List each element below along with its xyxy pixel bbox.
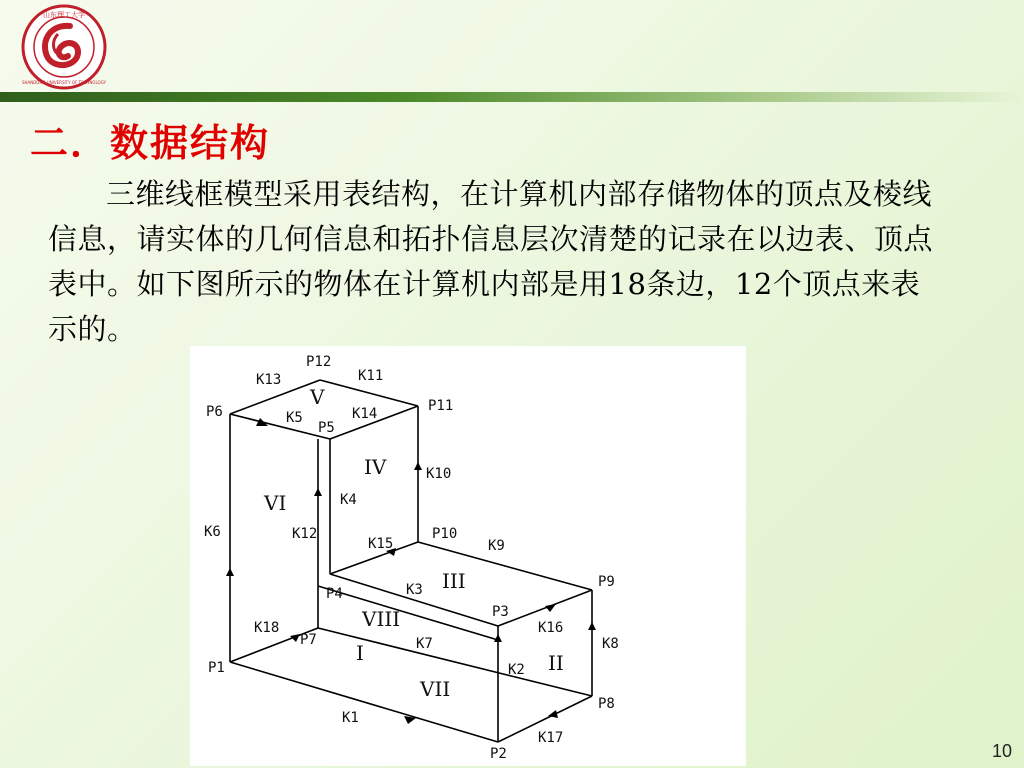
vertex-p7: P7 bbox=[300, 632, 317, 648]
slide-title: 二．数据结构 bbox=[30, 121, 271, 165]
edge-label-k16: K16 bbox=[538, 620, 564, 636]
arrow-k6 bbox=[226, 568, 234, 576]
edge-k5 bbox=[230, 414, 330, 439]
face-label-v: V bbox=[310, 385, 325, 409]
edge-label-k8: K8 bbox=[602, 636, 619, 652]
vertex-p5: P5 bbox=[318, 420, 335, 436]
vertex-p4: P4 bbox=[326, 586, 343, 602]
edge-label-k11: K11 bbox=[358, 368, 384, 384]
arrow-k2 bbox=[494, 634, 502, 642]
edge-label-k7: K7 bbox=[416, 636, 433, 652]
wireframe-figure bbox=[190, 346, 746, 766]
edge-label-k15: K15 bbox=[368, 536, 394, 552]
edge-label-k6: K6 bbox=[204, 524, 221, 540]
face-label-iv: IV bbox=[364, 455, 387, 479]
face-label-iii: III bbox=[442, 569, 466, 593]
seal-text: 山东理工大学 bbox=[43, 11, 85, 19]
arrow-k5 bbox=[256, 418, 268, 426]
face-label-vi: VI bbox=[264, 491, 287, 515]
vertex-p2: P2 bbox=[490, 746, 507, 762]
edge-label-k5: K5 bbox=[286, 410, 303, 426]
face-label-ii: II bbox=[548, 651, 564, 675]
edge-label-k9: K9 bbox=[488, 538, 505, 554]
face-label-vii: VII bbox=[420, 677, 451, 701]
edge-label-k3: K3 bbox=[406, 582, 423, 598]
vertex-p10: P10 bbox=[432, 526, 458, 542]
edge-label-k12: K12 bbox=[292, 526, 318, 542]
edge-label-k2: K2 bbox=[508, 662, 525, 678]
edges bbox=[230, 380, 592, 742]
body-paragraph: 三维线框模型采用表结构，在计算机内部存储物体的顶点及棱线信息，请实体的几何信息和拓扑信息层次清楚的记录在以边表、顶点表中。如下图所示的物体在计算机内部是用18条边，12个顶点来表示的。 bbox=[48, 177, 934, 346]
arrow-k8 bbox=[588, 622, 596, 630]
edge-k1 bbox=[230, 662, 498, 742]
vertex-p3: P3 bbox=[492, 604, 509, 620]
university-logo bbox=[18, 4, 110, 90]
vertex-p8: P8 bbox=[598, 696, 615, 712]
vertex-p12: P12 bbox=[306, 354, 332, 370]
edge-label-k13: K13 bbox=[256, 372, 282, 388]
arrow-k4 bbox=[314, 488, 322, 496]
page-number: 10 bbox=[991, 741, 1012, 761]
arrow-k10 bbox=[414, 462, 422, 470]
vertex-p11: P11 bbox=[428, 398, 454, 414]
vertex-p9: P9 bbox=[598, 574, 615, 590]
seal-subtext: SHANDONG UNIVERSITY OF TECHNOLOGY bbox=[21, 80, 107, 85]
edge-label-k17: K17 bbox=[538, 730, 564, 746]
edge-label-k18: K18 bbox=[254, 620, 280, 636]
edge-label-k4: K4 bbox=[340, 492, 357, 508]
edge-label-k1: K1 bbox=[342, 710, 359, 726]
edge-label-k10: K10 bbox=[426, 466, 452, 482]
vertex-p6: P6 bbox=[206, 404, 223, 420]
vertex-p1: P1 bbox=[208, 660, 225, 676]
face-label-viii: VIII bbox=[362, 607, 401, 631]
header-divider bbox=[0, 92, 1024, 102]
edge-label-k14: K14 bbox=[352, 406, 378, 422]
face-label-i: I bbox=[356, 641, 364, 665]
